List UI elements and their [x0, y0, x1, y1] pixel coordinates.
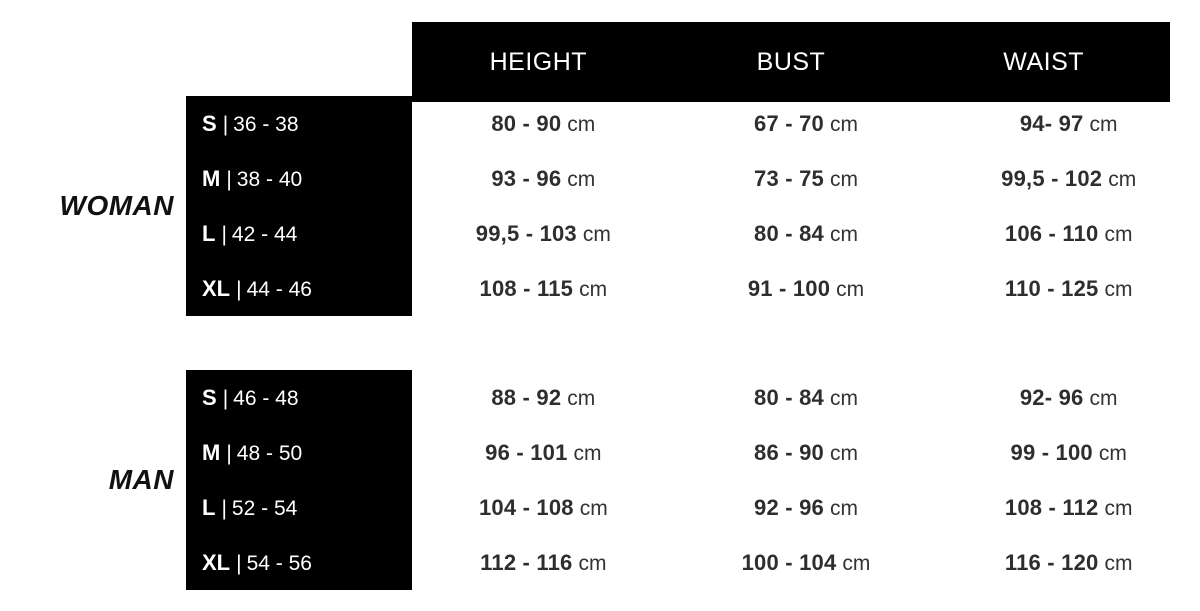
bust-cell — [675, 440, 938, 466]
bust-cell — [675, 385, 938, 411]
height-cell — [412, 385, 675, 411]
size-code: XL — [202, 549, 231, 575]
unit-label: cm — [567, 112, 596, 136]
bust-value: 86 - 90 — [754, 439, 824, 465]
unit-label: cm — [1098, 441, 1127, 465]
table-row — [0, 370, 1200, 425]
table-row — [0, 151, 1200, 206]
unit-label: cm — [829, 167, 858, 191]
size-separator: | — [222, 386, 229, 410]
size-separator: | — [236, 277, 242, 301]
size-code: S — [202, 384, 217, 410]
waist-cell — [937, 495, 1200, 521]
size-eu: 38 - 40 — [236, 167, 303, 191]
waist-value: 116 - 120 — [1004, 549, 1099, 575]
bust-value: 92 - 96 — [754, 494, 824, 520]
size-separator: | — [221, 222, 227, 246]
waist-value: 108 - 112 — [1004, 494, 1099, 520]
waist-value: 92- 96 — [1019, 384, 1084, 410]
height-value: 88 - 92 — [491, 384, 562, 410]
group-label-man: MAN — [108, 464, 174, 495]
height-value: 80 - 90 — [491, 110, 562, 136]
waist-cell — [937, 111, 1200, 137]
table-row — [0, 261, 1200, 316]
size-separator: | — [236, 551, 242, 575]
height-value: 96 - 101 — [485, 439, 568, 465]
table-row — [0, 425, 1200, 480]
column-header-waist: WAIST — [1003, 47, 1085, 76]
bust-cell — [675, 221, 938, 247]
height-value: 104 - 108 — [478, 494, 574, 520]
bust-cell — [675, 276, 938, 302]
size-separator: | — [222, 112, 229, 136]
bust-cell — [675, 111, 938, 137]
bust-value: 91 - 100 — [747, 275, 831, 301]
unit-label: cm — [573, 441, 602, 465]
size-separator: | — [226, 441, 232, 465]
height-cell — [412, 166, 675, 192]
bust-cell — [675, 550, 938, 576]
waist-value: 99,5 - 102 — [1001, 165, 1103, 191]
size-eu: 48 - 50 — [236, 441, 303, 465]
waist-cell — [937, 276, 1200, 302]
size-code: M — [202, 165, 221, 191]
size-eu: 52 - 54 — [231, 496, 298, 520]
unit-label: cm — [1104, 496, 1133, 520]
size-cell — [186, 221, 412, 247]
bust-value: 73 - 75 — [754, 165, 824, 191]
unit-label: cm — [578, 551, 607, 575]
waist-cell — [937, 550, 1200, 576]
height-cell — [412, 276, 675, 302]
column-header-height: HEIGHT — [489, 47, 588, 76]
size-code: XL — [202, 275, 231, 301]
rows-man — [0, 370, 1200, 590]
unit-label: cm — [579, 496, 608, 520]
unit-label: cm — [1089, 386, 1118, 410]
unit-label: cm — [829, 112, 858, 136]
size-code: M — [202, 439, 221, 465]
unit-label: cm — [1104, 277, 1133, 301]
unit-label: cm — [1089, 112, 1118, 136]
size-eu: 54 - 56 — [246, 551, 312, 575]
size-code: L — [202, 220, 216, 246]
table-row — [0, 535, 1200, 590]
table-row — [0, 206, 1200, 261]
height-cell — [412, 550, 675, 576]
bust-value: 80 - 84 — [754, 220, 824, 246]
waist-cell — [937, 440, 1200, 466]
unit-label: cm — [1108, 167, 1137, 191]
size-separator: | — [226, 167, 232, 191]
unit-label: cm — [582, 222, 611, 246]
bust-cell — [675, 495, 938, 521]
height-value: 99,5 - 103 — [475, 220, 577, 246]
height-value: 93 - 96 — [491, 165, 562, 191]
height-cell — [412, 111, 675, 137]
size-code: S — [202, 110, 217, 136]
size-cell — [186, 495, 412, 521]
bust-value: 67 - 70 — [754, 110, 824, 136]
table-header-row — [412, 22, 1170, 102]
size-cell — [186, 276, 412, 302]
bust-value: 80 - 84 — [754, 384, 824, 410]
size-cell — [186, 166, 412, 192]
bust-value: 100 - 104 — [741, 549, 837, 575]
unit-label: cm — [1104, 222, 1133, 246]
unit-label: cm — [567, 167, 596, 191]
waist-cell — [937, 166, 1200, 192]
waist-cell — [937, 221, 1200, 247]
unit-label: cm — [829, 386, 858, 410]
size-eu: 46 - 48 — [233, 386, 299, 410]
unit-label: cm — [579, 277, 608, 301]
bust-cell — [675, 166, 938, 192]
size-cell — [186, 550, 412, 576]
size-cell — [186, 385, 412, 411]
table-row — [0, 96, 1200, 151]
size-eu: 36 - 38 — [233, 112, 299, 136]
size-code: L — [202, 494, 216, 520]
height-cell — [412, 221, 675, 247]
waist-value: 94- 97 — [1019, 110, 1084, 136]
height-value: 108 - 115 — [479, 275, 574, 301]
size-separator: | — [221, 496, 227, 520]
size-cell — [186, 111, 412, 137]
size-eu: 44 - 46 — [246, 277, 312, 301]
table-row — [0, 480, 1200, 535]
size-eu: 42 - 44 — [231, 222, 298, 246]
unit-label: cm — [836, 277, 865, 301]
height-cell — [412, 495, 675, 521]
height-value: 112 - 116 — [480, 549, 573, 575]
unit-label: cm — [829, 496, 858, 520]
unit-label: cm — [829, 441, 858, 465]
waist-value: 99 - 100 — [1010, 439, 1093, 465]
column-header-bust: BUST — [756, 47, 826, 76]
height-cell — [412, 440, 675, 466]
unit-label: cm — [1104, 551, 1133, 575]
waist-value: 110 - 125 — [1004, 275, 1099, 301]
waist-value: 106 - 110 — [1004, 220, 1099, 246]
rows-woman — [0, 96, 1200, 316]
unit-label: cm — [829, 222, 858, 246]
unit-label: cm — [567, 386, 596, 410]
group-label-woman: WOMAN — [59, 190, 174, 221]
size-cell — [186, 440, 412, 466]
unit-label: cm — [842, 551, 871, 575]
waist-cell — [937, 385, 1200, 411]
